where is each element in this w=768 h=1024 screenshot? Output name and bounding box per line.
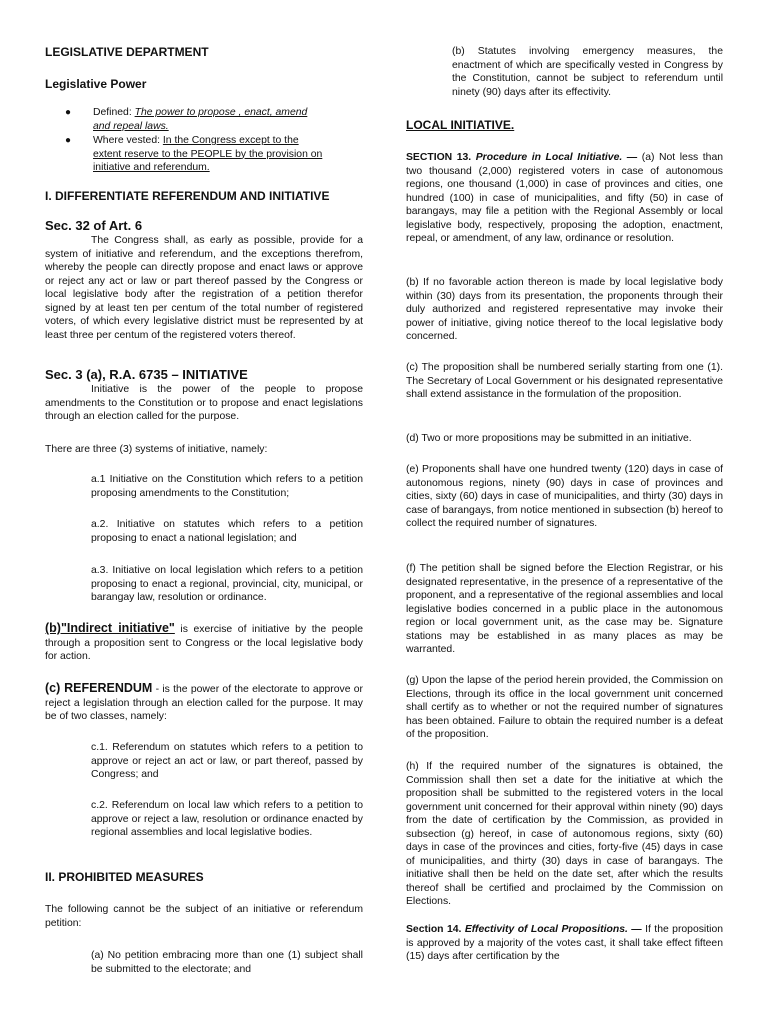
section-heading-differentiate: I. DIFFERENTIATE REFERENDUM AND INITIATIVE — [45, 189, 330, 203]
section-14-title: Effectivity of Local Propositions. — [464, 924, 628, 935]
bullet-icon: ● — [65, 135, 72, 146]
bullet-text: The power to propose , enact, amend and repeal laws. — [93, 107, 308, 132]
three-systems-text: There are three (3) systems of initiative, namely: — [45, 444, 268, 455]
bullet-text: In the Congress except to the extent reserve to the PEOPLE by the provision on initiative and referendum. — [93, 135, 323, 173]
item-c2: c.2. Referendum on local law which refers to a petition to approve or reject a law, resolution or ordinance enacted by regional assemblies and local legislative bodies. — [91, 800, 363, 838]
section-14-dash: — — [627, 924, 646, 935]
section-13-text: (a) Not less than two thousand (2,000) registered voters in case of autonomous regions, one thousand (1,000) in case of provinces and cities, one hundred (100) in case of municipalities, and fifty (50) in case of barangays, may file a petition with the Regional Assembly or local legislative body, respectively, proposing the adoption, enactment, repeal, or amendment, of any law, ordinance or resolution. — [406, 152, 723, 244]
section-13-paragraph — [406, 151, 723, 246]
prohibited-intro: The following cannot be the subject of an initiative or referendum petition: — [45, 904, 363, 929]
section-13-g: (g) Upon the lapse of the period herein provided, the Commission on Elections, through its office in the local government unit concerned shall certify as to whether or not the required number of signatures has been obtained. Failure to obtain the required number is a defeat of the proposition. — [406, 675, 723, 740]
legislative-power-heading: Legislative Power — [45, 77, 147, 91]
bullet-label: Defined: — [93, 107, 135, 118]
section-13-title: Procedure in Local Initiative. — [475, 152, 623, 163]
section-heading-prohibited: II. PROHIBITED MEASURES — [45, 870, 204, 884]
section-13-e: (e) Proponents shall have one hundred twenty (120) days in case of autonomous regions, ninety (90) days in case of provinces and cities, sixty (60) days in case of municipalities, and thirty (30) days in case of barangays, from notice mentioned in subsection (b) hereof to collect the required number of signatures. — [406, 464, 723, 529]
indirect-initiative-term: (b)"Indirect initiative" — [45, 621, 175, 635]
bullet-defined — [65, 106, 323, 133]
section-13-number: SECTION 13. — [406, 152, 476, 163]
sec3-text: Initiative is the power of the people to propose amendments to the Constitution or to propose and enact legislations through an election called for the purpose. — [45, 384, 363, 422]
bullet-icon: ● — [65, 107, 72, 118]
section-14-text: If the proposition is approved by a majority of the votes cast, it shall take effect fifteen (15) days after certification by the — [406, 924, 723, 962]
section-13-c: (c) The proposition shall be numbered serially starting from one (1). The Secretary of Local Government or his designated representative shall extend assistance in the formulation of the proposition. — [406, 362, 723, 400]
sec32-text: The Congress shall, as early as possible, provide for a system of initiative and referendum, and the exceptions therefrom, whereby the people can directly propose and enact laws or approve or reject any act or law or part thereof passed by the Congress or local legislative body after the registration of a petition therefor signed by at least ten per centum of the total number of registered voters, of which every legislative district must be represented by at least three per centum of the registered voters thereof. — [45, 235, 363, 341]
referendum-paragraph — [45, 682, 363, 724]
item-a3: a.3. Initiative on local legislation which refers to a petition proposing to enact a regional, provincial, city, municipal, or barangay law, resolution or ordinance. — [91, 565, 363, 603]
prohibited-item-b: (b) Statutes involving emergency measures, the enactment of which are specifically vested in Congress by the Constitution, cannot be subject to referendum until ninety (90) days after its effectivity. — [452, 46, 723, 98]
item-a1: a.1 Initiative on the Constitution which refers to a petition proposing amendments to the Constitution; — [91, 474, 363, 499]
section-14-number: Section 14. — [406, 924, 465, 935]
prohibited-item-a: (a) No petition embracing more than one (1) subject shall be submitted to the electorate; and — [91, 950, 363, 975]
referendum-text: - is the power of the electorate to approve or reject a legislation through an election called for the purpose. It may be of two classes, namely: — [45, 684, 363, 722]
sec3-title: Sec. 3 (a), R.A. 6735 – INITIATIVE — [45, 367, 248, 382]
department-heading: LEGISLATIVE DEPARTMENT — [45, 45, 209, 59]
local-initiative-heading — [406, 118, 723, 132]
section-13-f: (f) The petition shall be signed before the Election Registrar, or his designated representative, in the presence of a representative of the proponent, and a representative of the regional assemblies and local legislative bodies concerned in a public place in the autonomous region or local government unit, as the case may be. Signature stations may be established in as many places as may be warranted. — [406, 563, 723, 655]
section-14-paragraph — [406, 923, 723, 964]
item-c1: c.1. Referendum on statutes which refers to a petition to approve or reject an act or law, or part thereof, passed by Congress; and — [91, 742, 363, 780]
sec32-title: Sec. 32 of Art. 6 — [45, 218, 143, 233]
bullet-where-vested — [65, 134, 323, 175]
section-13-b: (b) If no favorable action thereon is made by local legislative body within (30) days from its presentation, the proponents through their duly authorized and registered representative may invoke their power of initiative, giving notice thereof to the local legislative body concerned. — [406, 277, 723, 342]
indirect-initiative-paragraph — [45, 622, 363, 664]
section-13-h: (h) If the required number of the signatures is obtained, the Commission shall then set a date for the initiative at which the proposition shall be submitted to the registered voters in the local government unit concerned for their approval within ninety (90) days from the date of certification by the Commission, as provided in subsection (g) hereof, in case of autonomous regions, sixty (60) days in case of the provinces and cities, forty-five (45) days in case of municipalities, and thirty (30) days in case of barangays. The initiative shall then be held on the date set, after which the results thereof shall be certified and proclaimed by the Commission on Elections. — [406, 761, 723, 907]
bullet-label: Where vested: — [93, 135, 163, 146]
indirect-initiative-text: is exercise of initiative by the people through a proposition sent to Congress or the local legislative body for action. — [45, 624, 363, 662]
item-a2: a.2. Initiative on statutes which refers to a petition proposing to enact a national legislation; and — [91, 519, 363, 544]
section-13-dash: — — [622, 152, 642, 163]
referendum-term: (c) REFERENDUM — [45, 681, 153, 695]
section-13-d: (d) Two or more propositions may be submitted in an initiative. — [406, 433, 692, 444]
local-initiative-label: LOCAL INITIATIVE. — [406, 118, 515, 132]
